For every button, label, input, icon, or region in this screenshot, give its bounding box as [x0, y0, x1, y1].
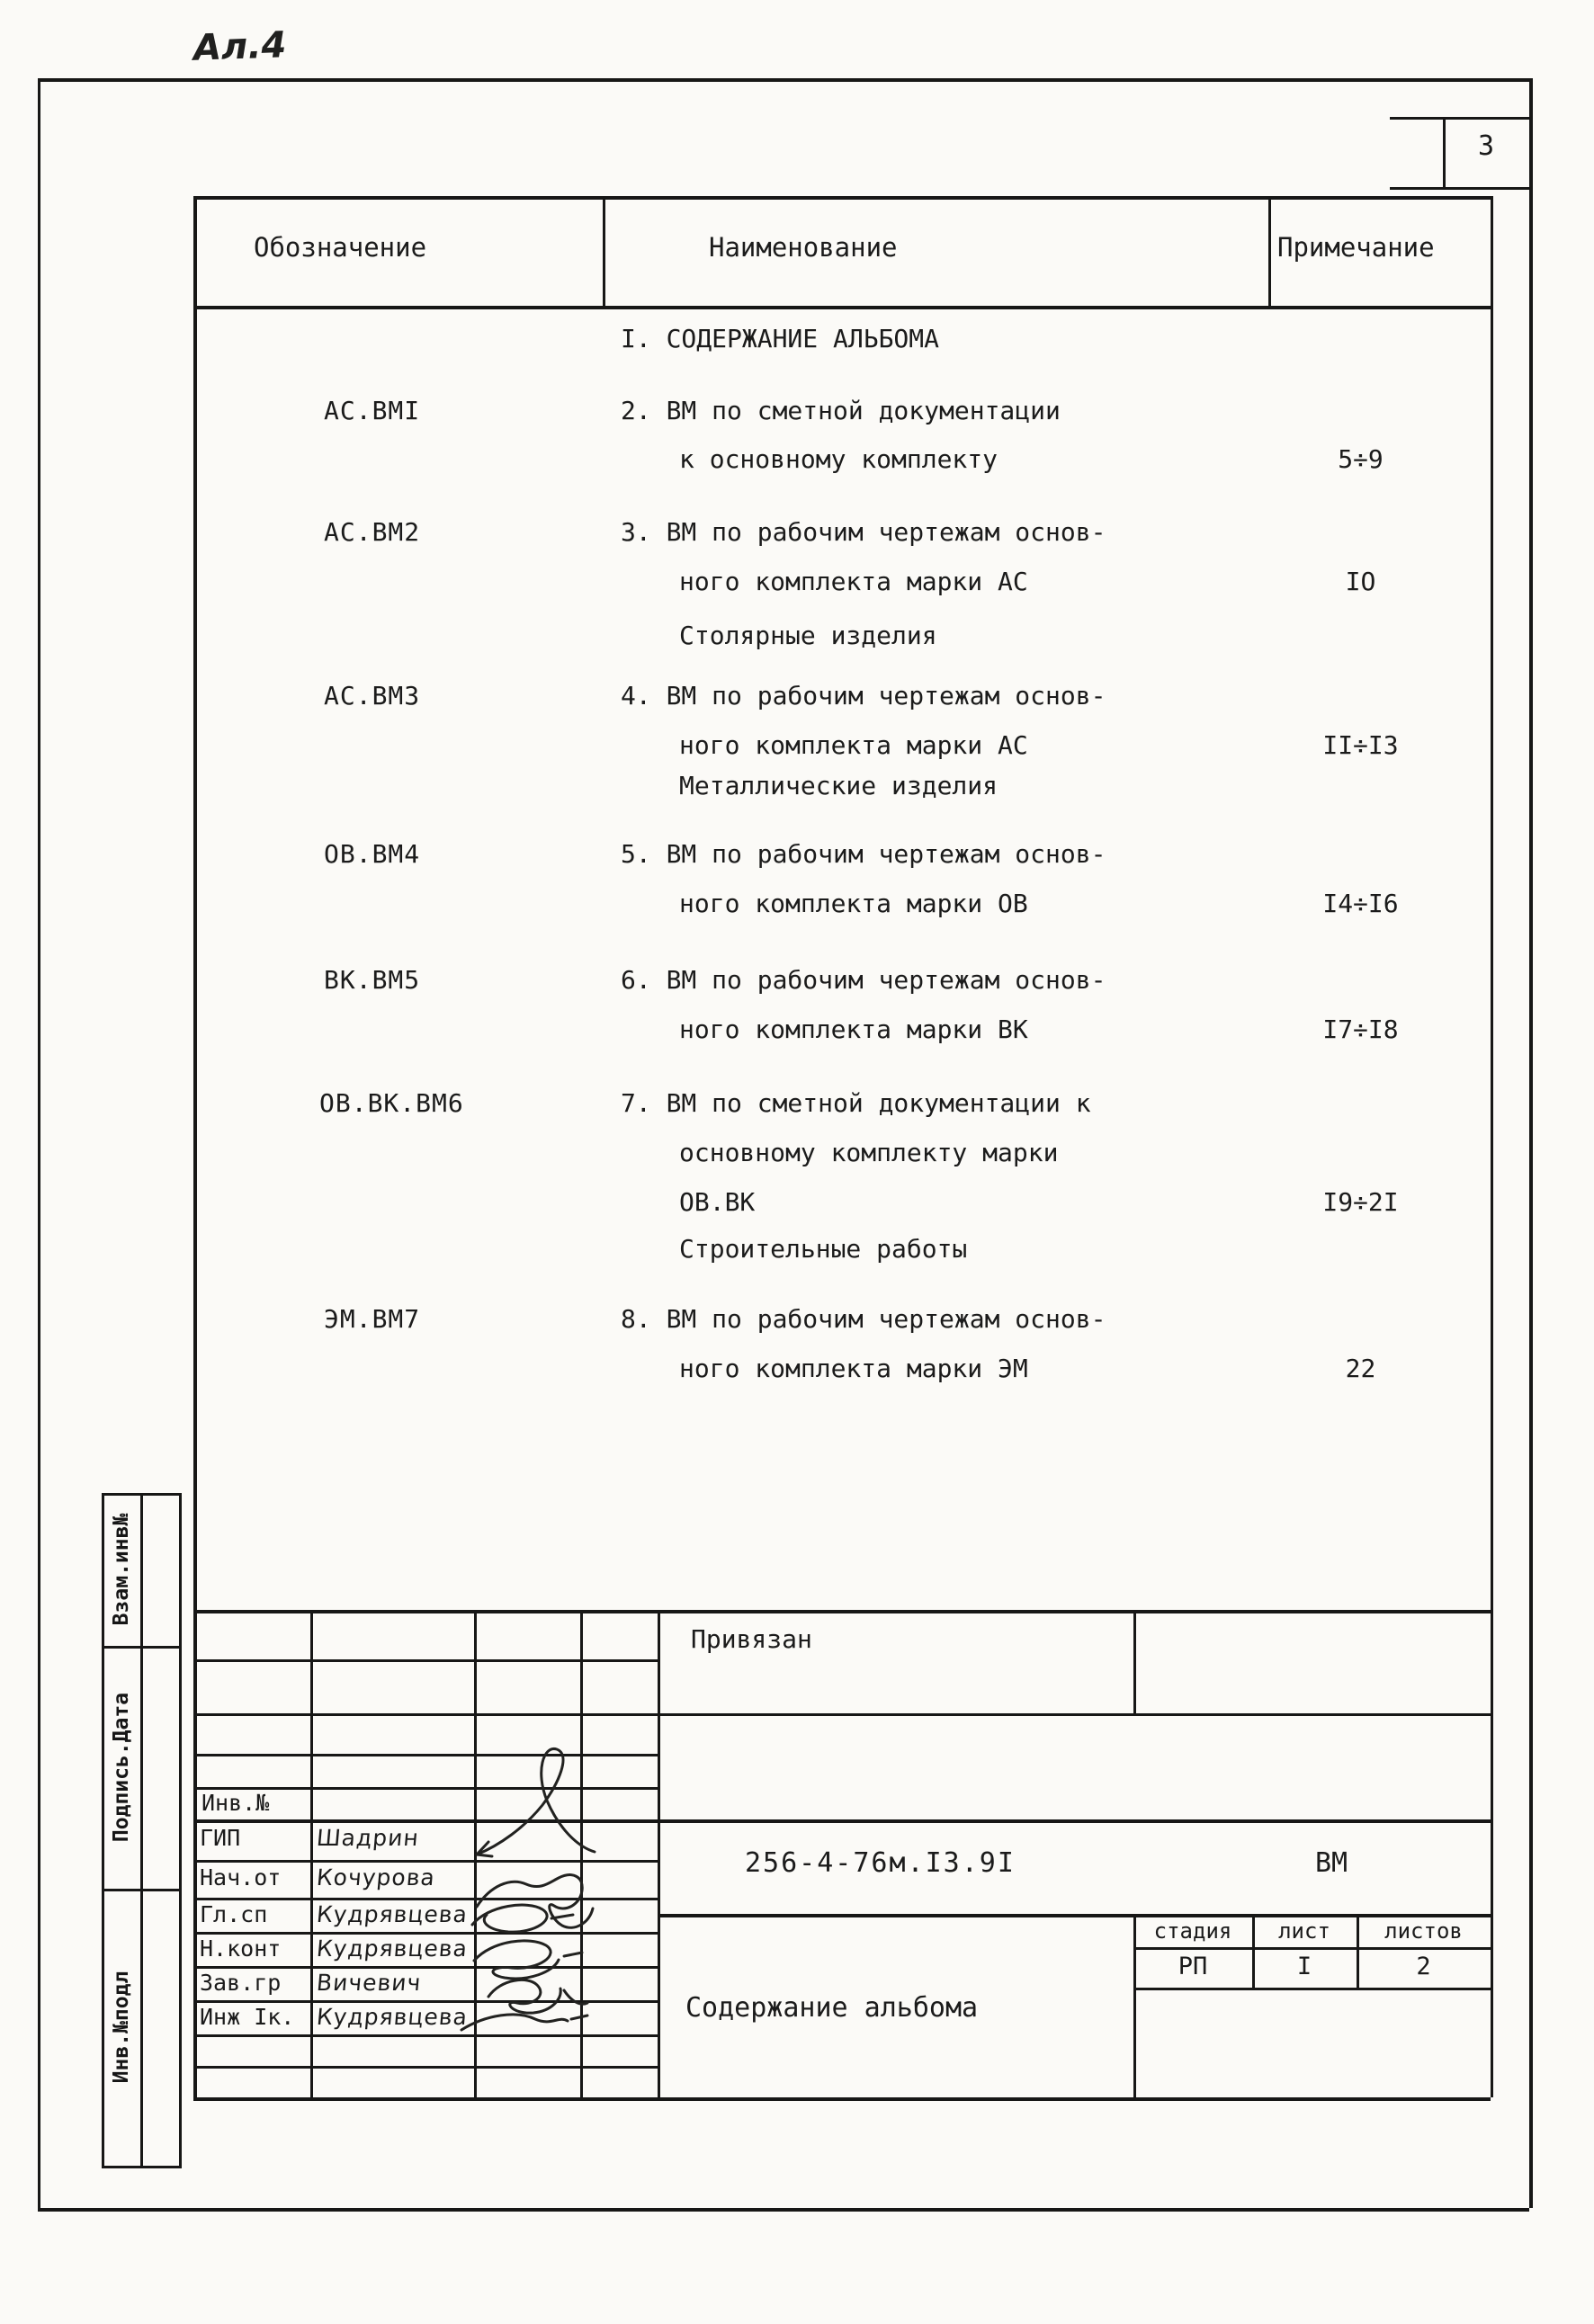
toc-line: ного комплекта марки АС — [679, 567, 1028, 596]
person-role: Нач.от — [200, 1864, 282, 1890]
column-header-note: Примечание — [1277, 232, 1435, 263]
sheet-value: I — [1296, 1953, 1312, 1980]
toc-line: к основному комплекту — [679, 444, 998, 474]
toc-designation: ВК.ВМ5 — [324, 965, 421, 995]
person-name: Кочурова — [315, 1864, 437, 1890]
stamp-line — [193, 1713, 1491, 1716]
stamp-border — [193, 1610, 1491, 1613]
stamp-line — [1133, 1610, 1136, 1713]
stamp-line — [193, 2066, 658, 2069]
document-number: 256-4-76м.I3.9I — [745, 1847, 1016, 1879]
toc-line: Строительные работы — [679, 1234, 968, 1264]
person-role: Н.конт — [200, 1935, 282, 1962]
stage-header: стадия — [1153, 1918, 1232, 1944]
toc-designation: ОВ.ВК.ВМ6 — [319, 1088, 464, 1118]
person-role: ГИП — [200, 1825, 241, 1851]
toc-designation: АС.ВМI — [324, 396, 421, 425]
signature-inzh — [461, 2015, 587, 2030]
toc-line: 7. ВМ по сметной документации к — [621, 1088, 1091, 1118]
table-header-divider — [1268, 196, 1271, 306]
toc-line: ного комплекта марки АС — [679, 730, 1028, 760]
signature-nach-ot — [477, 1875, 593, 1928]
signature-n-kont — [474, 1941, 582, 1979]
toc-line: 6. ВМ по рабочим чертежам основ- — [621, 965, 1106, 995]
page-number: 3 — [1477, 130, 1495, 162]
binding-note: Привязан — [691, 1624, 812, 1654]
frame-line — [38, 78, 1529, 82]
sheet-header: лист — [1278, 1918, 1330, 1944]
stage-value: РП — [1178, 1953, 1208, 1980]
person-name: Кудрявцева — [315, 1935, 470, 1962]
side-strip-label-inv-podl: Инв.№подл — [110, 1971, 133, 2084]
toc-note: 22 — [1345, 1354, 1376, 1383]
column-header-name: Наименование — [709, 232, 898, 263]
toc-line: 2. ВМ по сметной документации — [621, 396, 1061, 425]
table-header-border — [193, 306, 1491, 309]
side-strip-divider — [140, 1493, 143, 2166]
signatures — [445, 1740, 706, 2055]
side-strip-label-vzam-inv: Взам.инв№ — [110, 1513, 133, 1626]
stamp-line — [193, 1819, 1491, 1823]
toc-note: I4÷I6 — [1322, 889, 1399, 918]
document-mark: ВМ — [1315, 1847, 1348, 1879]
stamp-border — [193, 2097, 1491, 2101]
toc-note: 5÷9 — [1338, 444, 1384, 474]
frame-line — [38, 78, 40, 2208]
person-name: Кудрявцева — [315, 1901, 470, 1927]
toc-line: Столярные изделия — [679, 621, 937, 650]
signature-zav-gr — [488, 1980, 587, 2013]
person-role: Гл.сп — [200, 1901, 268, 1927]
stamp-line — [1133, 1947, 1491, 1950]
toc-line: 8. ВМ по рабочим чертежам основ- — [621, 1304, 1106, 1334]
toc-designation: АС.ВМ3 — [324, 681, 421, 711]
toc-line: ного комплекта марки ВК — [679, 1015, 1028, 1044]
toc-line: ОВ.ВК — [679, 1187, 756, 1217]
person-role: Инж Iк. — [200, 2004, 295, 2030]
toc-designation: ОВ.ВМ4 — [324, 839, 421, 869]
table-header-divider — [603, 196, 605, 306]
stamp-line — [193, 1659, 658, 1662]
table-border — [193, 196, 1491, 200]
grid-line — [1390, 187, 1529, 190]
toc-line: ного комплекта марки ОВ — [679, 889, 1028, 918]
person-name: Шадрин — [315, 1825, 421, 1851]
side-strip-border — [102, 1493, 104, 2166]
toc-note: II÷I3 — [1322, 730, 1399, 760]
inventory-number-label: Инв.№ — [201, 1790, 270, 1816]
frame-line — [38, 2208, 1529, 2212]
toc-line: 5. ВМ по рабочим чертежам основ- — [621, 839, 1106, 869]
sheets-header: листов — [1384, 1918, 1463, 1944]
person-name: Кудрявцева — [315, 2004, 470, 2030]
sheets-value: 2 — [1416, 1953, 1431, 1980]
side-strip-label-podpis-data: Подпись.Дата — [110, 1692, 133, 1843]
stamp-line — [1133, 1988, 1491, 1990]
toc-line: ного комплекта марки ЭМ — [679, 1354, 1028, 1383]
side-strip-line — [102, 2166, 182, 2168]
person-role: Зав.гр — [200, 1970, 282, 1996]
album-note-handwritten: Ал.4 — [193, 24, 288, 69]
table-border — [1491, 196, 1493, 2097]
toc-note: IO — [1345, 567, 1376, 596]
toc-line: I. СОДЕРЖАНИЕ АЛЬБОМА — [621, 324, 940, 353]
toc-designation: АС.ВМ2 — [324, 517, 421, 547]
toc-note: I9÷2I — [1322, 1187, 1399, 1217]
column-header-designation: Обозначение — [254, 232, 427, 263]
toc-line: основному комплекту марки — [679, 1138, 1059, 1167]
toc-line: 3. ВМ по рабочим чертежам основ- — [621, 517, 1106, 547]
toc-designation: ЭМ.ВМ7 — [324, 1304, 421, 1334]
toc-line: Металлические изделия — [679, 771, 998, 800]
sheet-title: Содержание альбома — [685, 1992, 979, 2024]
toc-note: I7÷I8 — [1322, 1015, 1399, 1044]
toc-line: 4. ВМ по рабочим чертежам основ- — [621, 681, 1106, 711]
table-border — [193, 196, 197, 2097]
frame-line — [1529, 78, 1533, 2208]
signature-gip — [477, 1748, 595, 1856]
side-strip-border — [179, 1493, 182, 2166]
stamp-line — [310, 1610, 313, 2097]
grid-line — [1390, 117, 1529, 120]
person-name: Вичевич — [315, 1970, 423, 1996]
